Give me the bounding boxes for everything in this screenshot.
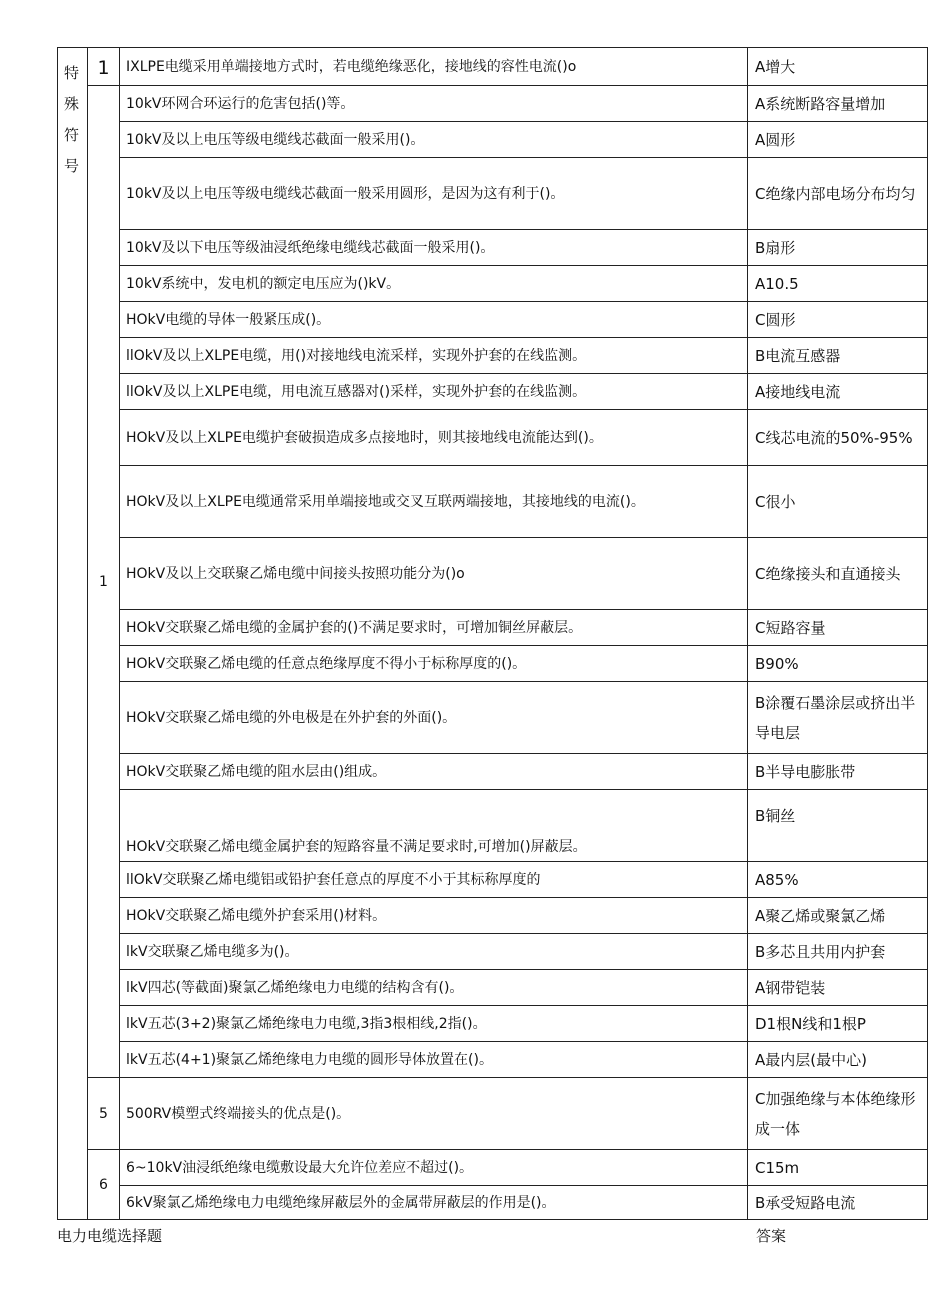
table-row — [58, 646, 928, 682]
question-text: 6kV聚氯乙烯绝缘电力电缆绝缘屏蔽层外的金属带屏蔽层的作用是()。 — [120, 1186, 748, 1220]
question-text: HOkV及以上XLPE电缆通常采用单端接地或交叉互联两端接地，其接地线的电流()。 — [120, 466, 748, 538]
table-row — [58, 898, 928, 934]
question-text: 10kV系统中，发电机的额定电压应为()kV。 — [120, 266, 748, 302]
table-row — [58, 682, 928, 754]
table-row — [58, 1150, 928, 1186]
question-text: llOkV及以上XLPE电缆，用()对接地线电流采样，实现外护套的在线监测。 — [120, 338, 748, 374]
question-text: lkV交联聚乙烯电缆多为()。 — [120, 934, 748, 970]
question-text: HOkV交联聚乙烯电缆金属护套的短路容量不满足要求时,可增加()屏蔽层。 — [120, 790, 748, 862]
answer-text: C15m — [748, 1150, 928, 1186]
answer-text: A增大 — [748, 48, 928, 86]
question-text: HOkV电缆的导体一般紧压成()。 — [120, 302, 748, 338]
answer-text: A最内层(最中心) — [748, 1042, 928, 1078]
table-row — [58, 1186, 928, 1220]
table-row — [58, 934, 928, 970]
table-row — [58, 970, 928, 1006]
table-row — [58, 86, 928, 122]
table-row — [58, 48, 928, 86]
answer-text: A钢带铠装 — [748, 970, 928, 1006]
question-text: HOkV交联聚乙烯电缆的外电极是在外护套的外面()。 — [120, 682, 748, 754]
table-row — [58, 122, 928, 158]
answer-text: C短路容量 — [748, 610, 928, 646]
question-text: 10kV及以下电压等级油浸纸绝缘电缆线芯截面一般采用()。 — [120, 230, 748, 266]
answer-text: A聚乙烯或聚氯乙烯 — [748, 898, 928, 934]
answer-text: B铜丝 — [748, 790, 928, 862]
answer-text: A圆形 — [748, 122, 928, 158]
question-table — [57, 47, 928, 1220]
question-text: HOkV交联聚乙烯电缆外护套采用()材料。 — [120, 898, 748, 934]
answer-text: A10.5 — [748, 266, 928, 302]
question-text: 10kV及以上电压等级电缆线芯截面一般采用圆形，是因为这有利于()。 — [120, 158, 748, 230]
question-text: lkV四芯(等截面)聚氯乙烯绝缘电力电缆的结构含有()。 — [120, 970, 748, 1006]
table-row — [58, 374, 928, 410]
table-row — [58, 610, 928, 646]
answer-text: B90% — [748, 646, 928, 682]
side-label: 特 殊 符 号 — [58, 48, 88, 1220]
answer-text: B多芯且共用内护套 — [748, 934, 928, 970]
table-row — [58, 266, 928, 302]
question-text: llOkV交联聚乙烯电缆铝或铅护套任意点的厚度不小于其标称厚度的 — [120, 862, 748, 898]
answer-text: C圆形 — [748, 302, 928, 338]
answer-text: C线芯电流的50%-95% — [748, 410, 928, 466]
answer-text: A接地线电流 — [748, 374, 928, 410]
question-text: HOkV及以上交联聚乙烯电缆中间接头按照功能分为()o — [120, 538, 748, 610]
table-row — [58, 538, 928, 610]
answer-text: C绝缘内部电场分布均匀 — [748, 158, 928, 230]
question-text: llOkV及以上XLPE电缆，用电流互感器对()采样，实现外护套的在线监测。 — [120, 374, 748, 410]
table-row — [58, 754, 928, 790]
answer-text: B承受短路电流 — [748, 1186, 928, 1220]
answer-text: C绝缘接头和直通接头 — [748, 538, 928, 610]
table-row — [58, 1078, 928, 1150]
answer-text: C很小 — [748, 466, 928, 538]
table-row — [58, 410, 928, 466]
question-text: HOkV交联聚乙烯电缆的金属护套的()不满足要求时，可增加铜丝屏蔽层。 — [120, 610, 748, 646]
table-row — [58, 158, 928, 230]
answer-text: A85% — [748, 862, 928, 898]
answer-text: B扇形 — [748, 230, 928, 266]
row-number: 1 — [88, 48, 120, 86]
question-text: lkV五芯(4+1)聚氯乙烯绝缘电力电缆的圆形导体放置在()。 — [120, 1042, 748, 1078]
row-number: 6 — [88, 1150, 120, 1220]
question-text: HOkV交联聚乙烯电缆的阻水层由()组成。 — [120, 754, 748, 790]
question-text: 500RV模塑式终端接头的优点是()。 — [120, 1078, 748, 1150]
table-row — [58, 1006, 928, 1042]
answer-text: B涂覆石墨涂层或挤出半导电层 — [748, 682, 928, 754]
page-title: 电力电缆选择题 — [57, 1227, 163, 1245]
table-row — [58, 302, 928, 338]
answer-text: D1根N线和1根P — [748, 1006, 928, 1042]
answer-column-title: 答案 — [756, 1227, 787, 1245]
answer-text: B电流互感器 — [748, 338, 928, 374]
question-text: 6~10kV油浸纸绝缘电缆敷设最大允许位差应不超过()。 — [120, 1150, 748, 1186]
answer-text: C加强绝缘与本体绝缘形成一体 — [748, 1078, 928, 1150]
question-text: 10kV环网合环运行的危害包括()等。 — [120, 86, 748, 122]
table-row — [58, 790, 928, 862]
row-number: 1 — [88, 86, 120, 1078]
answer-text: A系统断路容量增加 — [748, 86, 928, 122]
question-text: IXLPE电缆采用单端接地方式时，若电缆绝缘恶化，接地线的容性电流()o — [120, 48, 748, 86]
table-row — [58, 862, 928, 898]
table-row — [58, 1042, 928, 1078]
row-number: 5 — [88, 1078, 120, 1150]
question-text: HOkV交联聚乙烯电缆的任意点绝缘厚度不得小于标称厚度的()。 — [120, 646, 748, 682]
answer-text: B半导电膨胀带 — [748, 754, 928, 790]
table-row — [58, 466, 928, 538]
question-text: lkV五芯(3+2)聚氯乙烯绝缘电力电缆,3指3根相线,2指()。 — [120, 1006, 748, 1042]
question-text: HOkV及以上XLPE电缆护套破损造成多点接地时，则其接地线电流能达到()。 — [120, 410, 748, 466]
question-text: 10kV及以上电压等级电缆线芯截面一般采用()。 — [120, 122, 748, 158]
table-row — [58, 338, 928, 374]
table-row — [58, 230, 928, 266]
